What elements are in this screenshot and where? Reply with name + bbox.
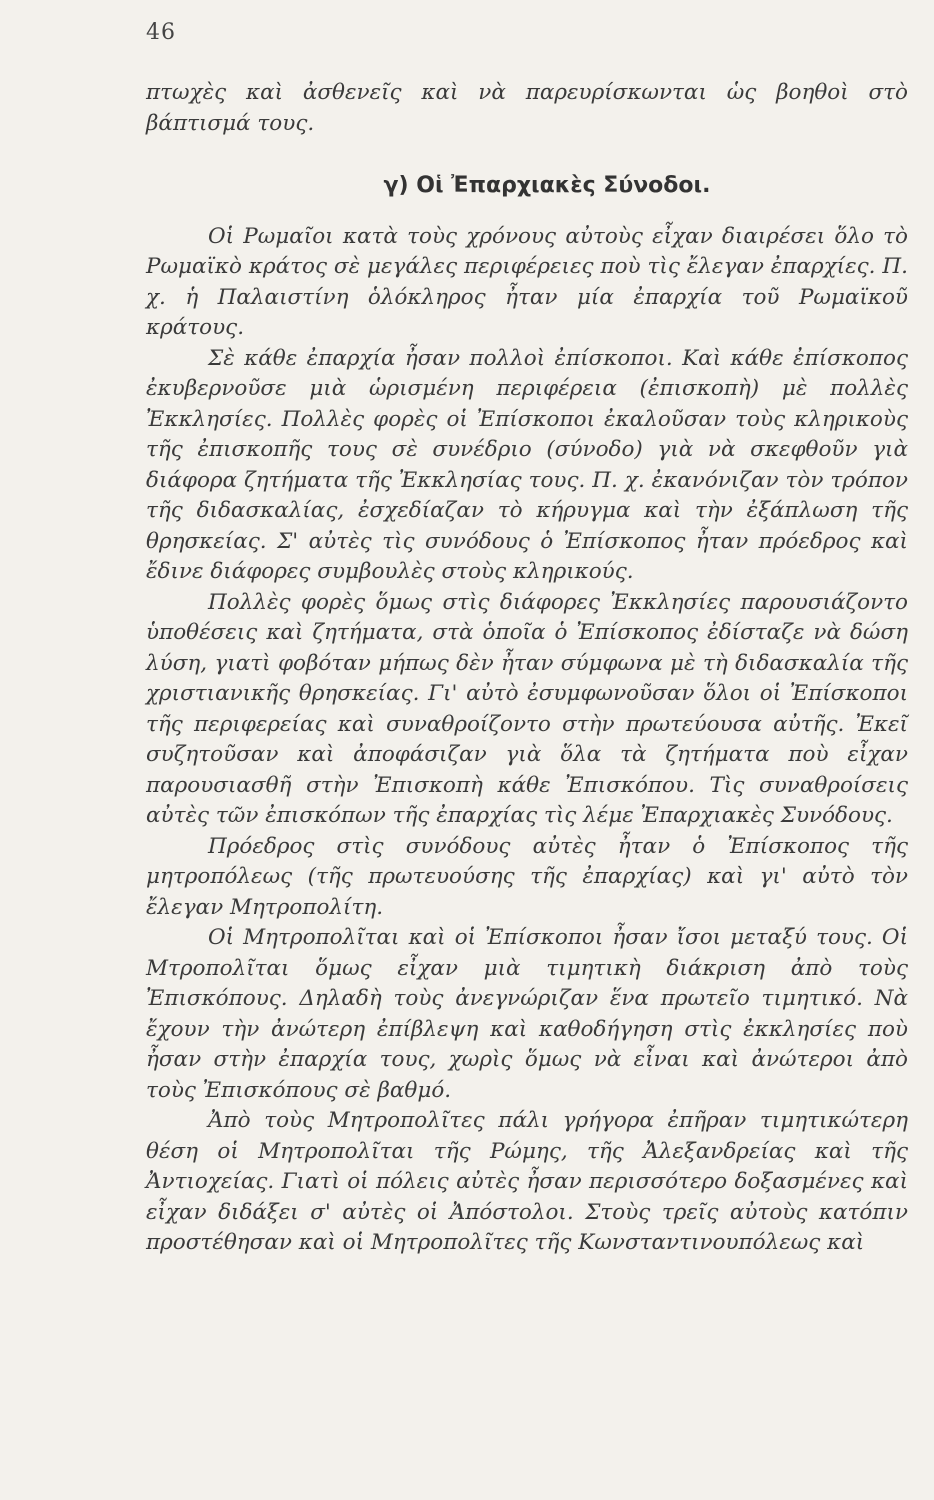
paragraph-metropolitans: Οἱ Μητροπολῖται καὶ οἱ Ἐπίσκοποι ἦσαν ἴσοι μεταξύ τους. Οἱ Μτροπολῖται ὅμως εἶχαν μιὰ τιμητικὴ διάκριση ἀπὸ τοὺς Ἐπισκόπους. Δηλαδὴ τοὺς ἀνεγνώριζαν ἕνα πρωτεῖο τιμητικό. Νὰ ἔχουν τὴν ἀνώτερη ἐπίβλεψη καὶ καθοδήγηση στὶς ἐκκλησίες ποὺ ἦσαν στὴν ἐπαρχία τους, χωρὶς ὅμως νὰ εἶναι καὶ ἀνώτεροι ἀπὸ τοὺς Ἐπισκόπους σὲ βαθμό.: [146, 925, 908, 1103]
page-number: 46: [146, 20, 176, 45]
section-heading: γ) Οἱ Ἐπαρχιακὲς Σύνοδοι.: [383, 173, 711, 198]
paragraph-provinces: Οἱ Ρωμαῖοι κατὰ τοὺς χρόνους αὐτοὺς εἶχαν διαιρέσει ὅλο τὸ Ρωμαϊκὸ κράτος σὲ μεγάλες περιφέρειες ποὺ τὶς ἔλεγαν ἐπαρχίες. Π. χ. ἡ Παλαιστίνη ὁλόκληρος ἦταν μία ἐπαρχία τοῦ Ρωμαϊκοῦ κράτους.: [146, 223, 908, 340]
paragraph-president: Πρόεδρος στὶς συνόδους αὐτὲς ἦταν ὁ Ἐπίσκοπος τῆς μητροπόλεως (τῆς πρωτευούσης τῆς ἐπαρχίας) καὶ γι' αὐτὸ τὸν ἔλεγαν Μητροπολίτη.: [146, 833, 908, 920]
page-text: [146, 78, 908, 1259]
paragraph-bishops: Σὲ κάθε ἐπαρχία ἦσαν πολλοὶ ἐπίσκοποι. Καὶ κάθε ἐπίσκοπος ἐκυβερνοῦσε μιὰ ὡρισμένη περιφέρεια (ἐπισκοπὴ) μὲ πολλὲς Ἐκκλησίες. Πολλὲς φορὲς οἱ Ἐπίσκοποι ἐκαλοῦσαν τοὺς κληρικοὺς τῆς ἐπισκοπῆς τους σὲ συνέδριο (σύνοδο) γιὰ νὰ σκεφθοῦν γιὰ διάφορα ζητήματα τῆς Ἐκκλησίας τους. Π. χ. ἐκανόνιζαν τὸν τρόπον τῆς διδασκαλίας, ἐσχεδίαζαν τὸ κήρυγμα καὶ τὴν ἐξάπλωση τῆς θρησκείας. Σ' αὐτὲς τὶς συνόδους ὁ Ἐπίσκοπος ἦταν πρόεδρος καὶ ἔδινε διάφορες συμβουλὲς στοὺς κληρικούς.: [146, 345, 908, 584]
opening-paragraph: πτωχὲς καὶ ἀσθενεῖς καὶ νὰ παρευρίσκωνται ὡς βοηθοὶ στὸ βάπτισμά τους.: [146, 80, 908, 136]
paragraph-rome-alexandria-antioch: Ἀπὸ τοὺς Μητροπολῖτες πάλι γρήγορα ἐπῆραν τιμητικώτερη θέση οἱ Μητροπολῖται τῆς Ρώμης, τῆς Ἀλεξανδρείας καὶ τῆς Ἀντιοχείας. Γιατὶ οἱ πόλεις αὐτὲς ἦσαν περισσότερο δοξασμένες καὶ εἶχαν διδάξει σ' αὐτὲς οἱ Ἀπόστολοι. Στοὺς τρεῖς αὐτοὺς κατόπιν προστέθησαν καὶ οἱ Μητροπολῖτες τῆς Κωνσταντινουπόλεως καὶ: [146, 1108, 908, 1255]
paragraph-synods: Πολλὲς φορὲς ὅμως στὶς διάφορες Ἐκκλησίες παρουσιάζοντο ὑποθέσεις καὶ ζητήματα, στὰ ὁποῖα ὁ Ἐπίσκοπος ἐδίσταζε νὰ δώση λύση, γιατὶ φοβόταν μήπως δὲν ἦταν σύμφωνα μὲ τὴ διδασκαλία τῆς χριστιανικῆς θρησκείας. Γι' αὐτὸ ἐσυμφωνοῦσαν ὅλοι οἱ Ἐπίσκοποι τῆς περιφερείας καὶ συναθροίζοντο στὴν πρωτεύουσα αὐτῆς. Ἐκεῖ συζητοῦσαν καὶ ἀποφάσιζαν γιὰ ὅλα τὰ ζητήματα ποὺ εἶχαν παρουσιασθῆ στὴν Ἐπισκοπὴ κάθε Ἐπισκόπου. Τὶς συναθροίσεις αὐτὲς τῶν ἐπισκόπων τῆς ἐπαρχίας τὶς λέμε Ἐπαρχιακὲς Συνόδους.: [146, 589, 908, 828]
